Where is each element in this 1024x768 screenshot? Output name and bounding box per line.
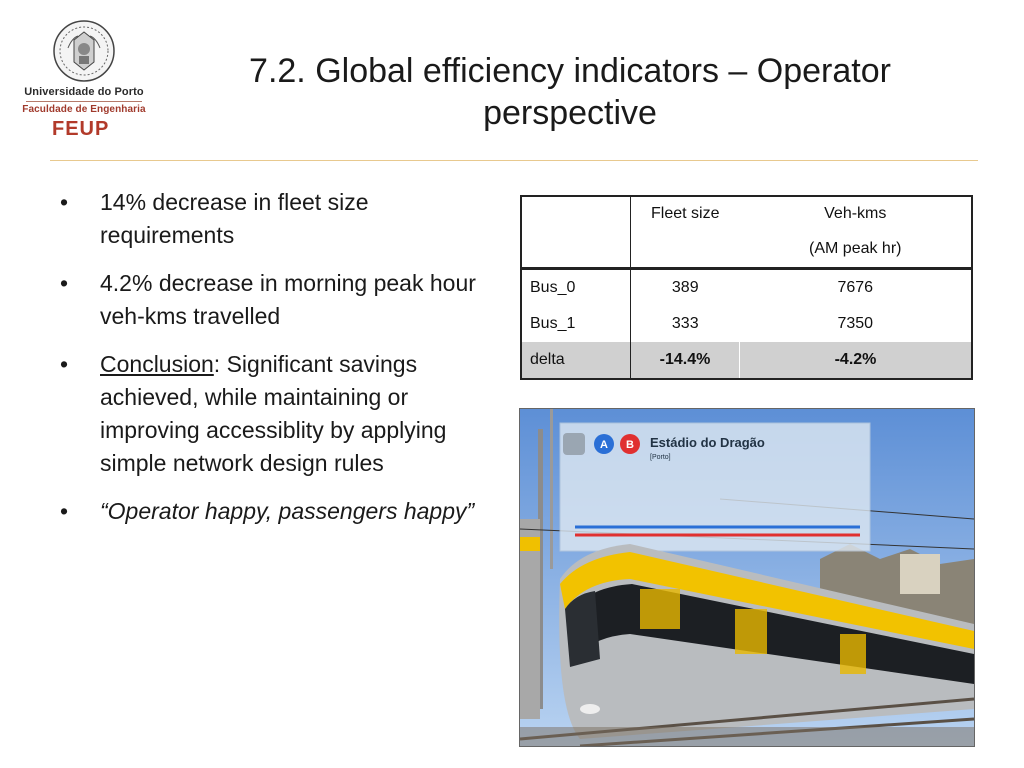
university-seal-icon — [52, 18, 116, 84]
title-divider — [50, 160, 978, 161]
bullet-lead: Conclusion — [100, 351, 214, 377]
header-empty-cell — [631, 231, 740, 269]
bullet-text: : Significant savings achieved, while maintaining or improving accessiblity by applying simple network design rules — [100, 351, 447, 476]
header-veh-kms: Veh-kms — [824, 205, 887, 222]
tram-photo — [519, 408, 975, 747]
bullet-icon: • — [60, 189, 69, 215]
bullet-item — [56, 348, 506, 480]
bullet-icon: • — [60, 270, 69, 296]
header-veh-kms-sub: (AM peak hr) — [740, 231, 973, 269]
vehkms-value: 7350 — [837, 315, 874, 332]
faculty-acronym: FEUP — [52, 118, 110, 140]
fleet-value: 333 — [671, 315, 699, 332]
table-row — [521, 269, 972, 307]
tram-image-icon — [520, 409, 974, 746]
slide-title: 7.2. Global efficiency indicators – Operator perspective — [249, 52, 891, 132]
bullet-item — [56, 495, 506, 528]
fleet-value: 389 — [671, 279, 699, 296]
bullet-icon: • — [60, 498, 69, 524]
table-corner-cell — [521, 231, 631, 269]
station-name: Estádio do Dragão — [650, 435, 765, 450]
bullet-item — [56, 186, 506, 252]
vehkms-delta-value: -4.2% — [740, 342, 973, 379]
bullet-icon: • — [60, 351, 69, 377]
table-corner-cell — [521, 196, 631, 231]
row-label: delta — [521, 342, 631, 379]
bullet-text: 14% decrease in fleet size requirements — [100, 189, 369, 248]
bullet-list — [56, 186, 506, 543]
table-row — [521, 306, 972, 342]
line-b-badge: B — [626, 439, 634, 451]
faculty-name: Faculdade de Engenharia — [22, 104, 146, 115]
line-a-badge: A — [600, 439, 608, 451]
fleet-delta-value: -14.4% — [631, 342, 740, 379]
efficiency-table — [520, 195, 973, 380]
station-city: [Porto] — [650, 454, 671, 461]
table-row-delta — [521, 342, 972, 379]
row-label: Bus_1 — [521, 306, 631, 342]
logo-rule — [26, 101, 142, 102]
row-label: Bus_0 — [521, 269, 631, 307]
header-fleet-size: Fleet size — [651, 205, 720, 222]
bullet-text: 4.2% decrease in morning peak hour veh-kms travelled — [100, 270, 476, 329]
bullet-quote: “Operator happy, passengers happy” — [100, 498, 475, 524]
bullet-item — [56, 267, 506, 333]
feup-logo — [14, 18, 154, 138]
vehkms-value: 7676 — [837, 279, 874, 296]
university-name: Universidade do Porto — [24, 86, 144, 98]
